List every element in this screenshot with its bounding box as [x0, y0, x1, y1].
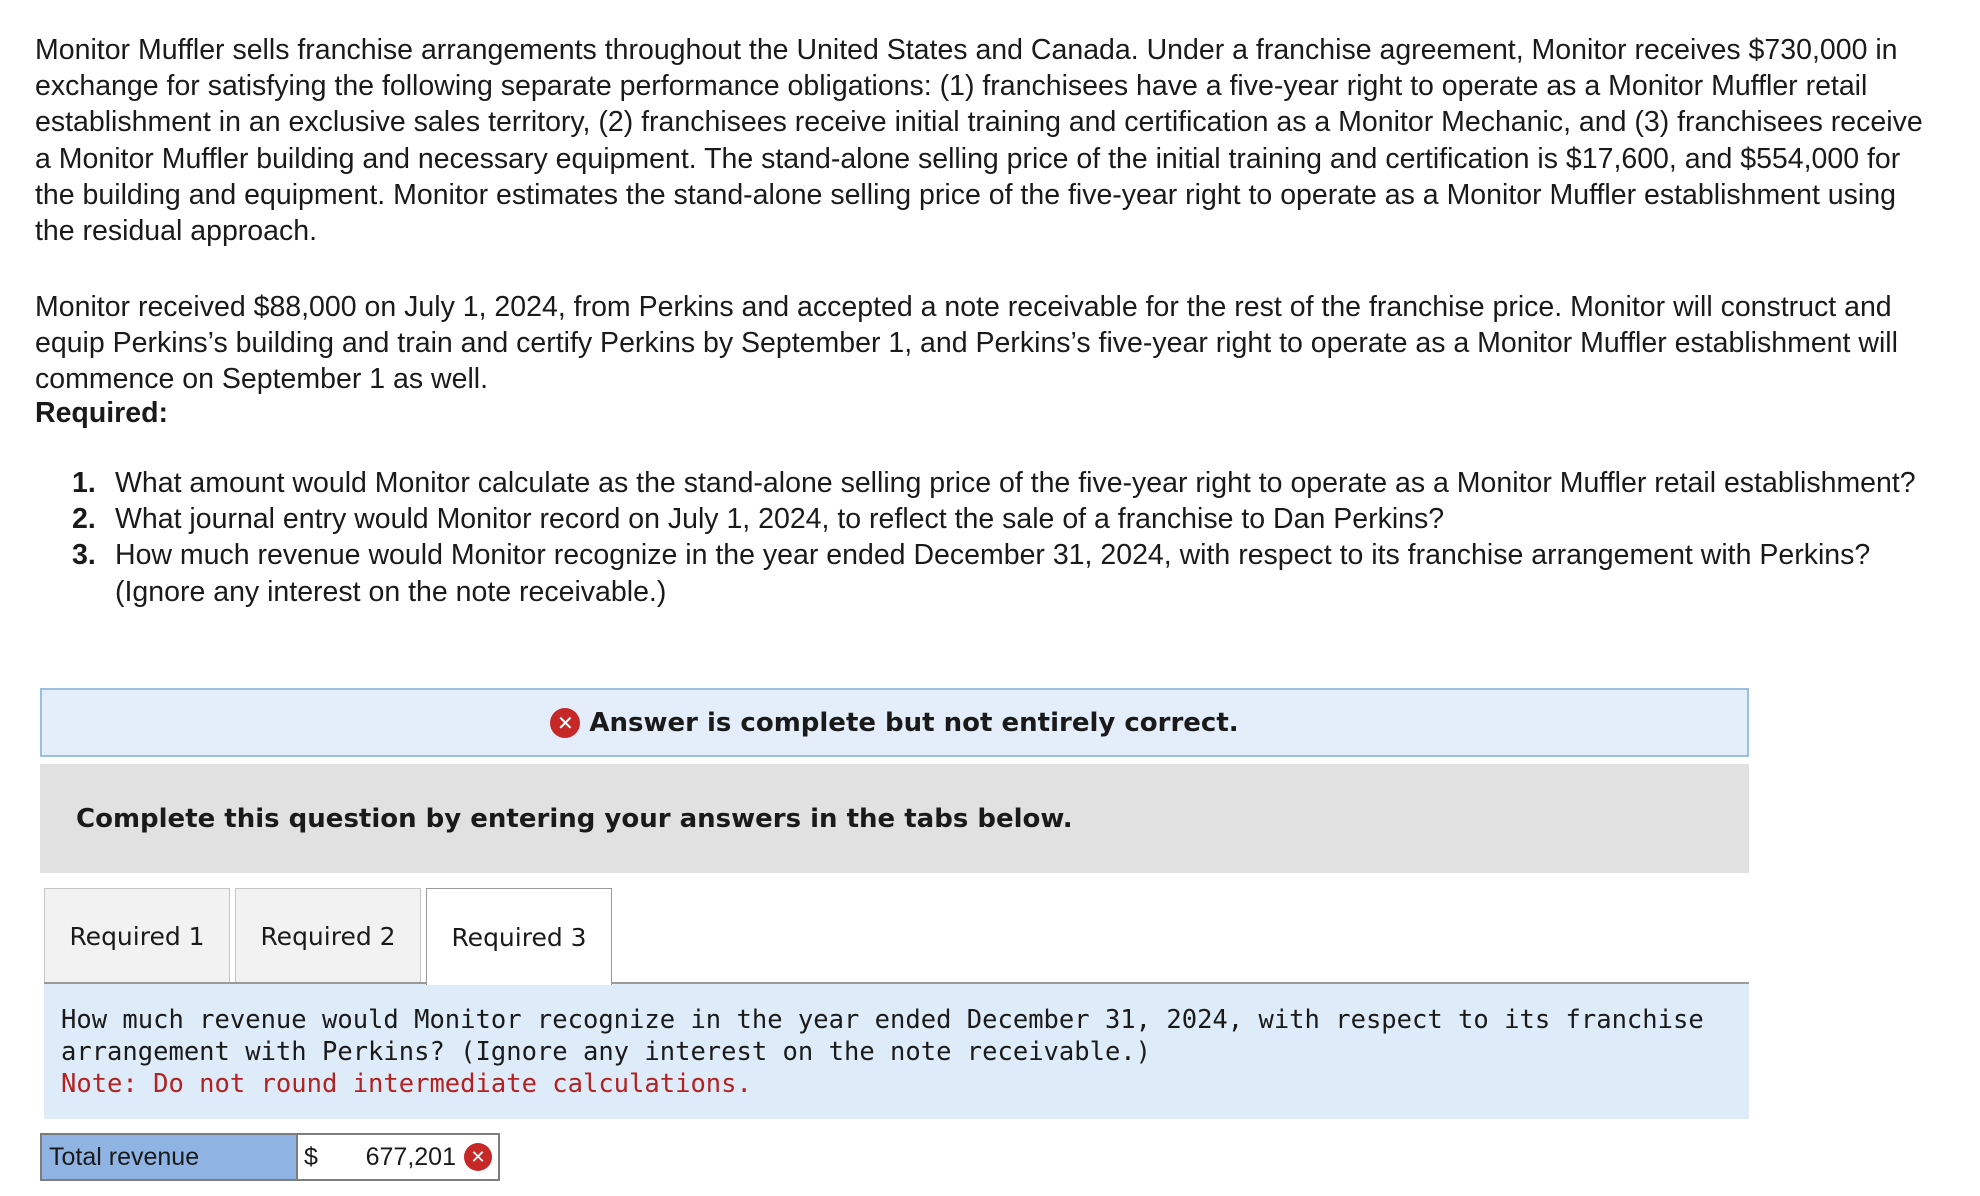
tab-required-1[interactable]: Required 1: [44, 888, 230, 983]
answer-status-banner: [40, 688, 1749, 757]
tab-panel: [44, 984, 1749, 1119]
currency-symbol: $: [304, 1142, 318, 1171]
question-text: What amount would Monitor calculate as the stand-alone selling price of the five-year right to operate as a Monitor Muffler retail establishment?: [115, 467, 1916, 499]
question-number: 3.: [72, 539, 96, 572]
tab-required-3[interactable]: Required 3: [426, 888, 612, 985]
status-text: Answer is complete but not entirely correct.: [589, 707, 1239, 738]
panel-note: Note: Do not round intermediate calculations.: [61, 1069, 752, 1099]
answer-row: [40, 1133, 500, 1181]
required-heading: Required:: [35, 397, 169, 429]
required-questions-list: [72, 465, 1922, 610]
question-text: How much revenue would Monitor recognize in the year ended December 31, 2024, with respect to its franchise arrangement with Perkins? (Ignore any interest on the note receivable.): [115, 539, 1871, 608]
total-revenue-label: Total revenue: [42, 1135, 298, 1179]
panel-question: How much revenue would Monitor recognize in the year ended December 31, 2024, with respect to its franchise arrangement with Perkins? (Ignore any interest on the note receivable.): [61, 1005, 1704, 1067]
problem-paragraph-2: Monitor received $88,000 on July 1, 2024, from Perkins and accepted a note receivable for the rest of the franchise price. Monitor will construct and equip Perkins’s building and train and certify Perkins by September 1, and Perkins’s five-year right to operate as a Monitor Muffler establishment will commence on September 1 as well.: [35, 291, 1898, 396]
list-item: [72, 465, 1922, 501]
problem-paragraph-1: Monitor Muffler sells franchise arrangements throughout the United States and Canada. Under a franchise agreement, Monitor receives $730,000 in exchange for satisfying the following separate performance obligations: (1) franchisees have a five-year right to operate as a Monitor Muffler retail establishment in an exclusive sales territory, (2) franchisees receive initial training and certification as a Monitor Mechanic, and (3) franchisees receive a Monitor Muffler building and necessary equipment. The stand-alone selling price of the initial training and certification is $17,600, and $554,000 for the building and equipment. Monitor estimates the stand-alone selling price of the five-year right to operate as a Monitor Muffler establishment using the residual approach.: [35, 34, 1923, 248]
question-number: 1.: [72, 467, 96, 499]
list-item: [72, 501, 1922, 537]
x-circle-icon: ✕: [550, 708, 580, 738]
x-circle-icon: ✕: [464, 1143, 492, 1171]
question-number: 2.: [72, 503, 96, 536]
list-item: [72, 537, 1922, 609]
total-revenue-input[interactable]: [298, 1135, 498, 1179]
instruction-text: Complete this question by entering your answers in the tabs below.: [76, 803, 1073, 834]
tab-required-2[interactable]: Required 2: [235, 888, 421, 983]
instruction-banner: [40, 764, 1749, 873]
tab-bar: [44, 888, 612, 984]
question-text: What journal entry would Monitor record on July 1, 2024, to reflect the sale of a franchise to Dan Perkins?: [115, 503, 1445, 536]
total-revenue-value[interactable]: 677,201: [365, 1142, 456, 1171]
